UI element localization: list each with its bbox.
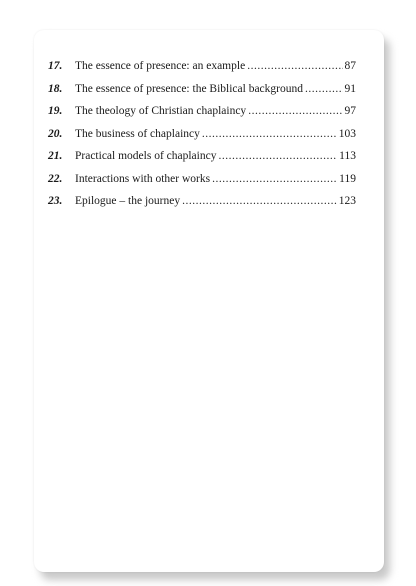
toc-entry (48, 173, 356, 196)
chapter-number: 17. (48, 60, 63, 72)
chapter-number: 21. (48, 150, 63, 162)
page-number: 119 (339, 172, 356, 185)
chapter-title: The essence of presence: the Biblical background (75, 82, 303, 95)
page-number: 91 (344, 82, 356, 95)
chapter-number: 20. (48, 127, 63, 140)
page-number: 103 (338, 127, 356, 140)
page-number: 97 (344, 105, 356, 117)
chapter-title: Practical models of chaplaincy (75, 150, 217, 162)
chapter-number: 19. (48, 105, 63, 117)
chapter-title: The business of chaplaincy (75, 127, 200, 140)
table-of-contents (48, 60, 356, 218)
dot-leader (212, 173, 337, 185)
chapter-title: Epilogue – the journey (75, 195, 181, 207)
book-page (34, 30, 384, 572)
dot-leader (182, 195, 337, 207)
toc-entry (48, 195, 356, 218)
chapter-number: 18. (48, 82, 63, 95)
toc-entry (48, 150, 356, 173)
dot-leader (247, 60, 342, 72)
dot-leader (248, 105, 342, 117)
page-number: 123 (338, 195, 356, 207)
dot-leader (202, 128, 337, 140)
dot-leader (218, 150, 337, 162)
page-number: 87 (344, 60, 356, 72)
chapter-number: 23. (48, 195, 63, 207)
chapter-title: The essence of presence: an example (75, 60, 246, 72)
toc-entry (48, 128, 356, 151)
toc-entry (48, 83, 356, 106)
page-number: 113 (339, 150, 356, 162)
dot-leader (305, 83, 343, 95)
chapter-title: The theology of Christian chaplaincy (75, 105, 247, 117)
chapter-number: 22. (48, 172, 63, 185)
chapter-title: Interactions with other works (75, 172, 211, 185)
toc-entry (48, 105, 356, 128)
toc-entry (48, 60, 356, 83)
